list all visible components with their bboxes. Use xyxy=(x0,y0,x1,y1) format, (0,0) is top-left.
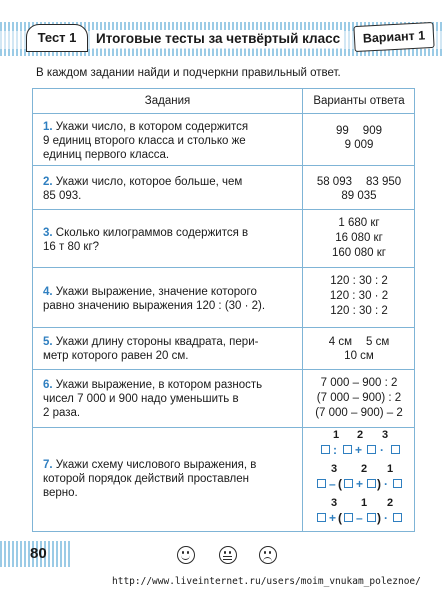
answer-options xyxy=(305,124,413,152)
answer-options xyxy=(305,376,413,421)
test-label: Тест 1 xyxy=(26,24,88,52)
box-icon xyxy=(393,513,402,522)
box-icon xyxy=(367,479,376,488)
box-icon xyxy=(321,445,330,454)
box-icon xyxy=(367,513,376,522)
answer-options xyxy=(305,335,413,363)
smiley-neutral-icon[interactable] xyxy=(219,546,237,564)
parenthesis: ) xyxy=(377,511,381,525)
task-text: 7. Укажи схему числового выражения, в которой порядок действий проставлен верно. xyxy=(43,459,257,499)
order-label: 3 xyxy=(382,429,389,441)
task-number: 2. xyxy=(43,176,53,188)
answer-options xyxy=(305,175,413,203)
operation-sign: · xyxy=(384,477,388,491)
table-row xyxy=(33,209,414,267)
tasks-table xyxy=(32,88,415,532)
smiley-happy-icon[interactable] xyxy=(177,546,195,564)
task-number: 3. xyxy=(43,227,53,239)
answer-option[interactable]: 120 : 30 : 2 xyxy=(330,305,388,317)
answer-option[interactable]: 9 009 xyxy=(344,139,374,151)
operation-sign: · xyxy=(384,511,388,525)
table-row xyxy=(33,327,414,369)
scheme-option[interactable] xyxy=(305,464,413,498)
smiley-sad-icon[interactable] xyxy=(259,546,277,564)
order-label: 2 xyxy=(387,497,394,509)
answer-option[interactable]: 83 950 xyxy=(366,176,402,188)
task-number: 4. xyxy=(43,286,53,298)
answer-option[interactable]: 58 093 xyxy=(316,176,352,188)
parenthesis: ( xyxy=(338,511,342,525)
answer-option[interactable]: 16 080 кг xyxy=(335,232,383,244)
order-label: 2 xyxy=(361,463,368,475)
answer-option[interactable]: 1 680 кг xyxy=(338,217,380,229)
scheme-option[interactable] xyxy=(305,498,413,532)
box-icon xyxy=(344,513,353,522)
order-label: 3 xyxy=(331,497,338,509)
task-number: 6. xyxy=(43,379,53,391)
instruction-text: В каждом задании найди и подчеркни правильный ответ. xyxy=(36,67,341,79)
scheme-option[interactable] xyxy=(305,430,413,464)
answer-option[interactable]: 120 : 30 : 2 xyxy=(330,275,388,287)
column-header-tasks: Задания xyxy=(144,95,191,107)
answer-option[interactable]: 10 см xyxy=(344,350,374,362)
answer-option[interactable]: 909 xyxy=(362,125,382,137)
column-header-options: Варианты ответа xyxy=(313,95,405,107)
task-text: 6. Укажи выражение, в котором разность чисел 7 000 и 900 надо уменьшить в 2 раза. xyxy=(43,379,263,419)
table-row xyxy=(33,427,414,531)
table-row xyxy=(33,369,414,427)
box-icon xyxy=(343,445,352,454)
answer-option[interactable]: 5 см xyxy=(366,336,390,348)
task-number: 5. xyxy=(43,336,53,348)
task-text: 2. Укажи число, которое больше, чем 85 093. xyxy=(43,176,243,202)
operation-sign: : xyxy=(333,443,337,457)
operation-sign: · xyxy=(380,443,384,457)
variant-label: Вариант 1 xyxy=(353,22,434,52)
table-row xyxy=(33,267,414,327)
answer-option[interactable]: 89 035 xyxy=(341,190,377,202)
answer-option[interactable]: (7 000 – 900) : 2 xyxy=(316,392,402,404)
page-title: Итоговые тесты за четвёртый класс xyxy=(92,30,344,48)
order-label: 3 xyxy=(331,463,338,475)
task-text: 1. Укажи число, в котором содержится 9 единиц второго класса и столько же единиц первого класса. xyxy=(43,121,249,161)
operation-sign: – xyxy=(356,511,363,525)
answer-options xyxy=(305,216,413,261)
operation-sign: + xyxy=(329,511,337,525)
answer-option[interactable]: (7 000 – 900) – 2 xyxy=(315,407,403,419)
answer-options xyxy=(305,274,413,319)
table-row xyxy=(33,113,414,165)
order-label: 1 xyxy=(333,429,340,441)
operation-sign: – xyxy=(329,477,336,491)
source-url: http://www.liveinternet.ru/users/moim_vnukam_poleznoe/ xyxy=(112,576,421,587)
answer-option[interactable]: 4 см xyxy=(328,336,352,348)
task-text: 5. Укажи длину стороны квадрата, пери- метр которого равен 20 см. xyxy=(43,336,259,362)
operation-sign: + xyxy=(356,477,364,491)
task-number: 7. xyxy=(43,459,53,471)
box-icon xyxy=(367,445,376,454)
answer-option[interactable]: 160 080 кг xyxy=(332,247,386,259)
task-number: 1. xyxy=(43,121,53,133)
order-label: 1 xyxy=(361,497,368,509)
task-text: 4. Укажи выражение, значение которого равно значению выражения 120 : (30 · 2). xyxy=(43,286,266,312)
task-text: 3. Сколько килограммов содержится в 16 т 80 кг? xyxy=(43,227,249,253)
page-number: 80 xyxy=(30,545,47,562)
table-header-row xyxy=(33,89,414,113)
box-icon xyxy=(391,445,400,454)
box-icon xyxy=(317,513,326,522)
order-label: 1 xyxy=(387,463,394,475)
box-icon xyxy=(317,479,326,488)
answer-option[interactable]: 7 000 – 900 : 2 xyxy=(320,377,398,389)
parenthesis: ( xyxy=(338,477,342,491)
box-icon xyxy=(344,479,353,488)
answer-option[interactable]: 99 xyxy=(336,125,349,137)
parenthesis: ) xyxy=(377,477,381,491)
answer-option[interactable]: 120 : 30 · 2 xyxy=(329,290,389,302)
table-row xyxy=(33,165,414,209)
box-icon xyxy=(393,479,402,488)
order-label: 2 xyxy=(357,429,364,441)
operation-sign: + xyxy=(355,443,363,457)
